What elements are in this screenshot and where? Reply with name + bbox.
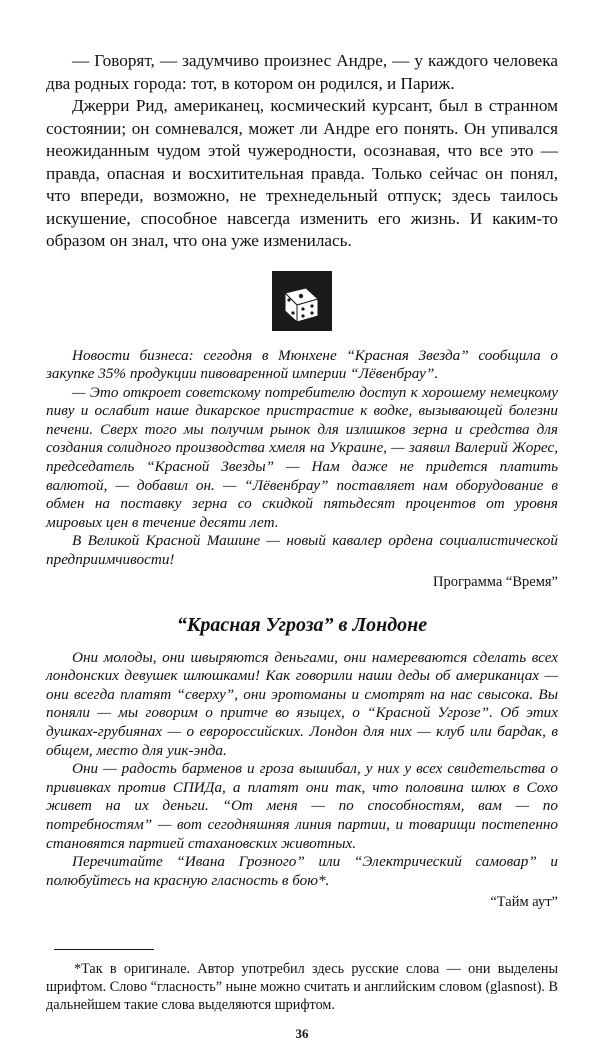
footnote-divider (54, 949, 154, 950)
dice-icon (272, 271, 332, 331)
footnote-text: *Так в оригинале. Автор употребил здесь русские слова — они выделены шрифтом. Слово “гласность” ныне можно считать и английским словом (glasnost). В дальнейшем такие слова выделяются шрифтом. (46, 961, 558, 1014)
book-page (46, 50, 558, 1042)
news-paragraph: — Это откроет советскому потребителю доступ к хорошему немецкому пиву и ослабит наше дикарское пристрастие к водке, вызывающей болезни печени. Сверх того мы получим рынок для излишков зерна и средства для создания солидного производства хмеля на Украине, — заявил Валерий Жорес, председатель “Красной Звезды” — Нам даже не придется платить валютой, — добавил он. — “Лёвенбрау” поставляет нам оборудование в обмен на поставку зерна со скидкой пятьдесят процентов от уровня мировых цен в течение десяти лет. (46, 383, 558, 531)
news-item-business (46, 347, 558, 591)
section-separator (46, 271, 558, 331)
news-paragraph: Они — радость барменов и гроза вышибал, у них у всех свидетельства о прививках против СПИДа, а платят они так, что половина шлюх в Сохо живет на их деньги. “От меня — по способностям, вам — по потребностям” — вот сегодняшняя линия партии, и товарищи постепенно становятся партией стахановских животных. (46, 760, 558, 852)
page-number: 36 (295, 1026, 309, 1042)
story-paragraph: Джерри Рид, американец, космический курсант, был в странном состоянии; он сомневался, может ли Андре его понять. Он упивался неожиданным чудом этой чужеродности, осознавая, что все это — правда, опасная и восхитительная правда. Только сейчас он понял, что впереди, возможно, не трехнедельный отпуск; здесь таилось искушение, способное навсегда изменить его жизнь. И каким-то образом он знал, что она уже изменилась. (46, 96, 558, 250)
footnote (46, 960, 558, 1014)
story-text (46, 50, 558, 253)
news-paragraph: Перечитайте “Ивана Грозного” или “Электрический самовар” и полюбуйтесь на красную гласность в бою*. (46, 853, 558, 889)
news-source: Программа “Время” (433, 573, 558, 590)
news-item-london (46, 649, 558, 912)
news-paragraph: В Великой Красной Машине — новый кавалер ордена социалистической предприимчивости! (46, 532, 558, 569)
news-source: “Тайм аут” (490, 894, 558, 911)
story-paragraph: — Говорят, — задумчиво произнес Андре, — у каждого человека два родных города: тот, в котором он родился, и Париж. (46, 51, 558, 93)
news-paragraph: Они молоды, они швыряются деньгами, они намереваются сделать всех лондонских девушек шлюшками! Как говорили наши деды об американцах — они всегда платят “сверху”, они эротоманы и смотрят на нас свысока. Вы поняли — мы говорим о притче во языцех, о “Красной Угрозе”. Об этих душках-грубиянах — о евророссийских. Лондон для них — клуб или бардак, в общем, место для уик-энда. (46, 648, 558, 759)
news-paragraph: Новости бизнеса: сегодня в Мюнхене “Красная Звезда” сообщила о закупке 35% продукции пивоваренной империи “Лёвенбрау”. (46, 346, 558, 383)
article-title: “Красная Угроза” в Лондоне (176, 613, 428, 636)
